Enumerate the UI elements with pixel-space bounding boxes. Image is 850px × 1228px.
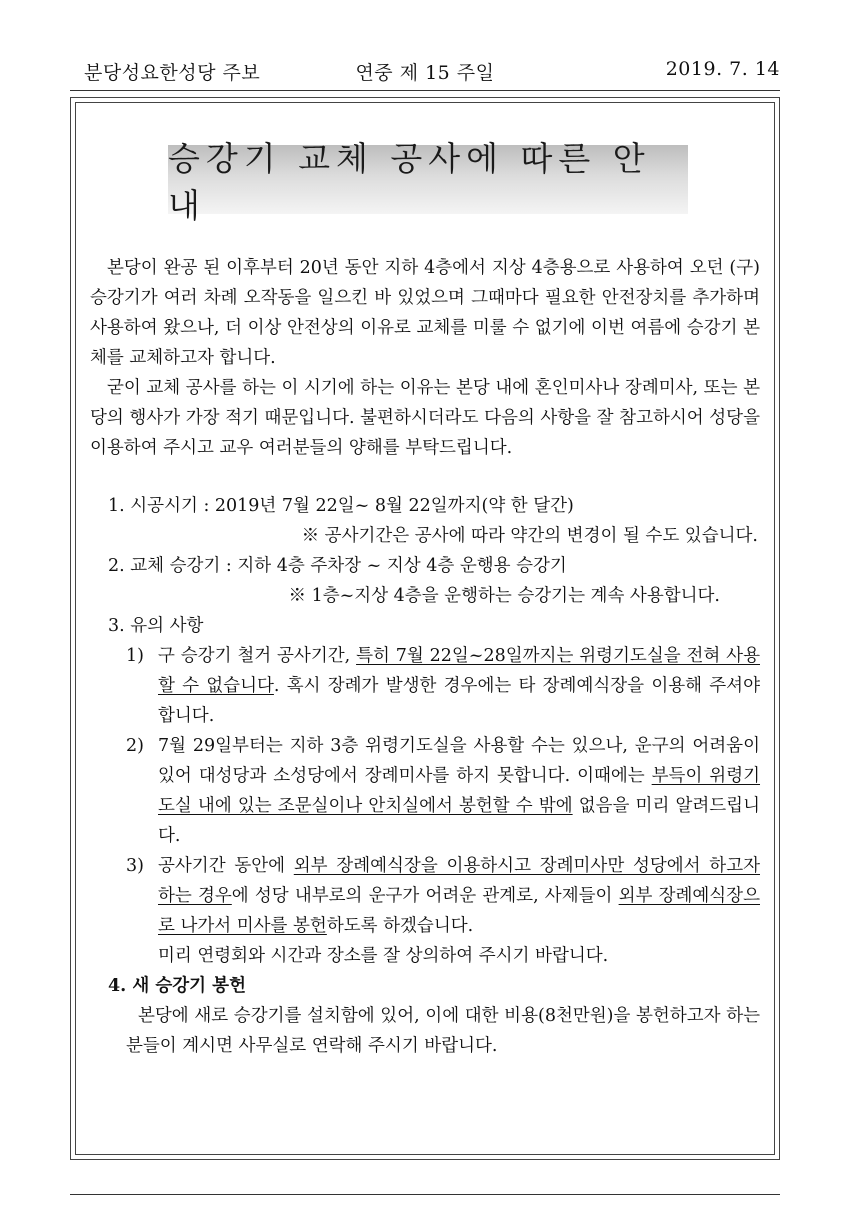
precaution-2-text-end: 없음을 미리 알려드립니다.: [158, 796, 760, 846]
precaution-3: [90, 851, 760, 941]
header-parish-name: 분당성요한성당 주보: [84, 62, 261, 84]
item-donation-text: 본당에 새로 승강기를 설치함에 있어, 이에 대한 비용(8천만원)을 봉헌하고자 하는 분들이 계시면 사무실로 연락해 주시기 바랍니다.: [126, 1006, 760, 1056]
intro-paragraph-2: 굳이 교체 공사를 하는 이 시기에 하는 이유는 본당 내에 혼인미사나 장례미사, 또는 본당의 행사가 가장 적기 때문입니다. 불편하시더라도 다음의 사항을 잘 참고하시어 성당을 이용하여 주시고 교우 여러분들의 양해를 부탁드립니다.: [90, 378, 760, 458]
precaution-1: [90, 641, 760, 731]
precaution-3-text-end: 하도록 하겠습니다.: [326, 916, 474, 936]
footer-rule: [70, 1194, 780, 1195]
header-rule: [70, 90, 780, 91]
intro-paragraph-1: 본당이 완공 된 이후부터 20년 동안 지하 4층에서 지상 4층용으로 사용하여 오던 (구)승강기가 여러 차례 오작동을 일으킨 바 있었으며 그때마다 필요한 안전장치를 추가하며 사용하여 왔으나, 더 이상 안전상의 이유로 교체를 미룰 수 없기에 이번 여름에 승강기 본체를 교체하고자 합니다.: [90, 258, 760, 368]
header-week: 연중 제 15 주일: [355, 62, 495, 84]
precaution-1-text-end: . 혹시 장례가 발생한 경우에는 타 장례예식장을 이용해 주셔야 합니다.: [158, 676, 760, 726]
item-schedule: 1. 시공시기 : 2019년 7월 22일~ 8월 22일까지(약 한 달간): [108, 496, 574, 516]
precaution-3-number: 3): [126, 856, 144, 876]
spacer: [90, 463, 760, 491]
precaution-3-text: 공사기간 동안에: [158, 856, 294, 876]
precaution-2-number: 2): [126, 736, 144, 756]
item-precautions: 3. 유의 사항: [108, 616, 204, 636]
precaution-2: [90, 731, 760, 851]
precaution-3-text-mid: 에 성당 내부로의 운구가 어려운 관계로, 사제들이: [231, 886, 619, 906]
header-date: 2019. 7. 14: [665, 58, 780, 80]
item-elevator: 2. 교체 승강기 : 지하 4층 주차장 ~ 지상 4층 운행용 승강기: [108, 556, 567, 576]
notice-body: [90, 253, 760, 1061]
precaution-1-underlined: 특히 7월 22일~28일까지는 위령기도실을 전혀 사용할 수 없습니다: [158, 646, 760, 696]
precaution-1-number: 1): [126, 646, 144, 666]
item-elevator-note: ※ 1층~지상 4층을 운행하는 승강기는 계속 사용합니다.: [288, 586, 720, 606]
precaution-1-text: 구 승강기 철거 공사기간,: [158, 646, 357, 666]
precaution-3-underlined-2: 외부 장례예식장으로 나가서 미사를 봉헌: [158, 886, 760, 936]
precaution-3-underlined-1: 외부 장례예식장을 이용하시고 장례미사만 성당에서 하고자 하는 경우: [158, 856, 760, 906]
precaution-2-underlined: 부득이 위령기도실 내에 있는 조문실이나 안치실에서 봉헌할 수 밖에: [158, 766, 761, 816]
precaution-3-followup: 미리 연령회와 시간과 장소를 잘 상의하여 주시기 바랍니다.: [158, 946, 609, 966]
item-donation-heading: 4. 새 승강기 봉헌: [108, 976, 246, 996]
item-schedule-note: ※ 공사기간은 공사에 따라 약간의 변경이 될 수도 있습니다.: [301, 526, 758, 546]
notice-title: 승강기 교체 공사에 따른 안내: [168, 145, 688, 214]
precaution-2-text: 7월 29일부터는 지하 3층 위령기도실을 사용할 수는 있으나, 운구의 어려움이 있어 대성당과 소성당에서 장례미사를 하지 못합니다. 이때에는: [158, 736, 760, 786]
